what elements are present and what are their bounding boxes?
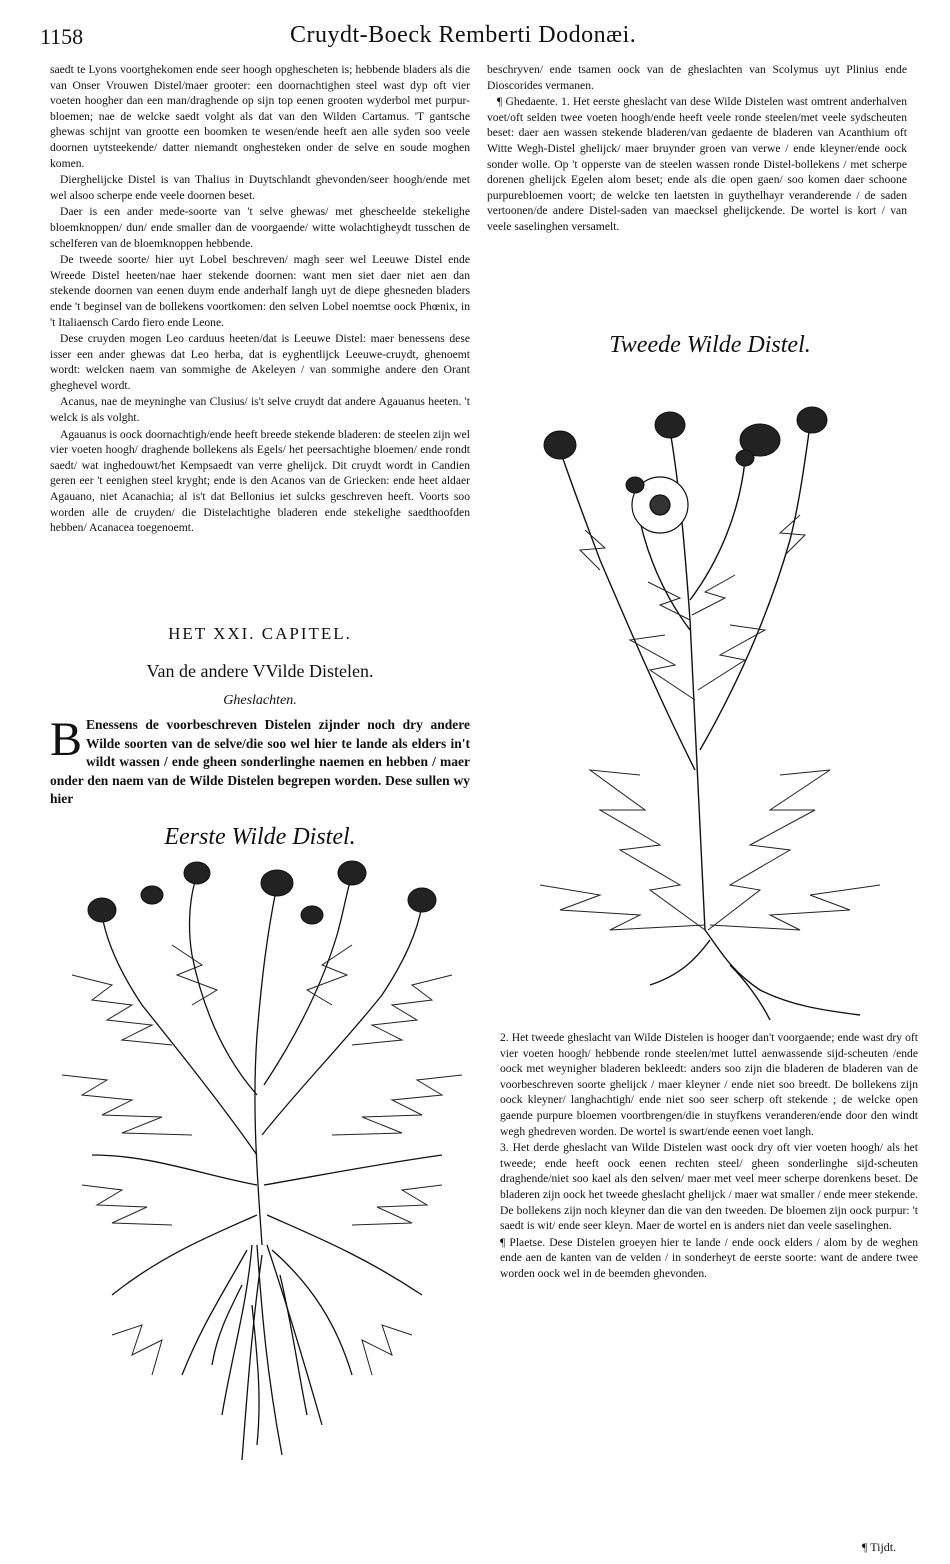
running-title: Cruydt-Boeck Remberti Dodonæi. — [290, 22, 637, 48]
section-subhead: Gheslachten. — [223, 693, 297, 708]
page-header — [40, 22, 920, 56]
woodcut-illustration-first-thistle — [52, 855, 472, 1465]
figure-caption-second-wild-thistle: Tweede Wilde Distel. — [609, 332, 811, 358]
paragraph: 2. Het tweede gheslacht van Wilde Distelen is hooger dan't voorgaende; ende wast dry oft vier voeten hoogh/ hebbende ronde steelen/met luttel aenwassende sijd-scheuten /ende oock met weynigher bladeren bekleedt: anders soo zijn die bladeren de bladeren van de voorbeschreven soorte ghelijck / maer kleyner / ende niet soo breedt. De bollekens zijn oock kleyner/ langhachtigh/ ende niet soo seer scherp oft stekende ; de welcke open gaende purpure bloemen voortbrengen/die in stuyfkens veranderen/ende door den windt wegh ghedreven worden. De wortel is swart/ende eenen voet langh. — [500, 1031, 918, 1138]
right-column-top-text — [487, 62, 907, 236]
paragraph: Dese cruyden mogen Leo carduus heeten/dat is Leeuwe Distel: maer benessens dese isser een ander ghewas dat Leo herba, dat is eyghentlijck Leeuwe-cruydt, ghenoemt wordt: welcken naem van sommighe de Akeleyen / van sommighe andere den Orant gheghevel wordt. — [50, 332, 470, 392]
right-column-bottom-text — [500, 1030, 918, 1283]
chapter-intro — [50, 713, 470, 809]
page-number: 1158 — [40, 24, 84, 49]
catchword: ¶ Tijdt. — [862, 1540, 897, 1554]
paragraph: 3. Het derde gheslacht van Wilde Distelen wast oock dry oft vier voeten hoogh/ als het tweede; ende heeft oock eenen rechten steel/ gheen sonderlinghe sijd-scheuten draghende/niet soo kael als den selven/ maer met veel meer scherpe dorenkens beset. De bladeren zijn oock het tweede gheslacht ghelijck / maer wat smaller / ende meer stekende. De bollekens zijn noch kleyner dan die van den tweeden. De bloemen zijn oock purpur: 't saedt is wit/ ende seer kleyn. Maer de wortel en is anders niet dan veele saselinghen. — [500, 1141, 918, 1233]
woodcut-illustration-second-thistle — [530, 370, 890, 1020]
drop-cap: B — [50, 713, 83, 766]
paragraph: ¶ Ghedaente. 1. Het eerste gheslacht van dese Wilde Distelen wast omtrent anderhalven voet/oft selden twee voeten hoogh/ende heeft veele ronde steelen/met veele sydscheuten beset: daer aen wassen stekende bladeren/van gedaente de bladeren van Acanthium oft Witte Wegh-Distel ghelijck/ maer bruynder groen van verwe / ende kleyner/ende oock sonder wolle. Op 't opperste van de steelen wassen ronde Distel-bollekens / met scherpe dorenen ghelijck Egelen alom beset; ende als die open gaen/ soo komen daer schoone purpurebloemen voort; de welcke ten laetsten in guythelhayr veranderende / de saden vertoonen/de andere Distel-saden van maecksel ghelijckende. De wortel is kort / van veele saselinghen versamelt. — [487, 95, 907, 233]
paragraph: Dierghelijcke Distel is van Thalius in Duytschlandt ghevonden/seer hoogh/ende met wel alsoo scherpe ende veele doornen beset. — [50, 173, 470, 202]
paragraph: Acanus, nae de meyninghe van Clusius/ is't selve cruydt dat andere Agauanus heeten. 't welck is als volght. — [50, 395, 470, 425]
paragraph: ¶ Plaetse. Dese Distelen groeyen hier te lande / ende oock elders / alom by de weghen ende aen de kanten van de velden / in sonderheyt de eerste soorte: want de andere twee worden oock wel in de beemden ghevonden. — [500, 1235, 918, 1280]
intro-text: Enessens de voorbeschreven Distelen zijnder noch dry andere Wilde soorten van de selve/die soo wel hier te lande als elders in't wildt wassen / ende gheen sonderlinghe naemen en hebben / maer onder den naem van de Wilde Distelen begrepen worden. Dese sullen wy hier — [50, 717, 470, 806]
paragraph: Daer is een ander mede-soorte van 't selve ghewas/ met ghescheelde stekelighe bloemknoppen/ dun/ ende smaller dan de voorgaende/ witte wolachtigheydt tusschen de schelferen van de bloemknoppen hebbende. — [50, 205, 470, 250]
paragraph: beschryven/ ende tsamen oock van de gheslachten van Scolymus uyt Plinius ende Dioscorides vermanen. — [487, 63, 907, 92]
figure-caption-first-wild-thistle: Eerste Wilde Distel. — [164, 824, 356, 850]
paragraph: saedt te Lyons voortghekomen ende seer hoogh opghescheten is; hebbende bladers als die van Onser Vrouwen Distel/maer grooter: een doornachtighen steel wast dyp oft vier voeten hoogher dan een man/draghende op sijn top eenen grooten wyderbol met purpur-bloemen; nae de welcke saedt volght als dat van den Wilden Cartamus. 'T gantsche ghewas schijnt van grootte een boomken te wesen/ende heeft aen alle syden soo veele doornen uytsteekende/ datter niemandt onghesteken onder de selve en soude moghen komen. — [50, 63, 470, 170]
chapter-heading: HET XXI. CAPITEL. — [168, 624, 352, 643]
chapter-title: Van de andere VVilde Distelen. — [146, 661, 374, 681]
left-column-text — [50, 62, 470, 537]
paragraph: Agauanus is oock doornachtigh/ende heeft breede stekende bladeren: de steelen zijn wel vier voeten hoogh/ draghende bollekens als Egels/ het peersachtighe bloemen/ ende rondt saedt/ wat inghedouwt/het Kempsaedt van verre ghelijck. Dit cruydt wordt in Candien geren eer 't eenighen steel kryght; ende is den Acanos van de Griecken: ende heet aldaer Agauano, niet Acanachia; al is't dat Bellonius iet sulcks geschreven heeft. Voorts soo worden alle de cruyden/ die Distelachtighe bladeren ende stekelighe saedthoofden hebben/ Acanacea toegenoemt. — [50, 427, 470, 535]
paragraph: De tweede soorte/ hier uyt Lobel beschreven/ magh seer wel Leeuwe Distel ende Wreede Distel heeten/nae haer stekende doornen: want men siet daer niet aen dan stekende doornen van eenen duym ende anderhalf langh uyt de diepe ghesneden bladers ende 't beginsel van de bollekens voortkomen: den selven Lobel noemtse oock Phœnix, in 't Italiaensch Cardo fiero ende Leone. — [50, 253, 470, 329]
